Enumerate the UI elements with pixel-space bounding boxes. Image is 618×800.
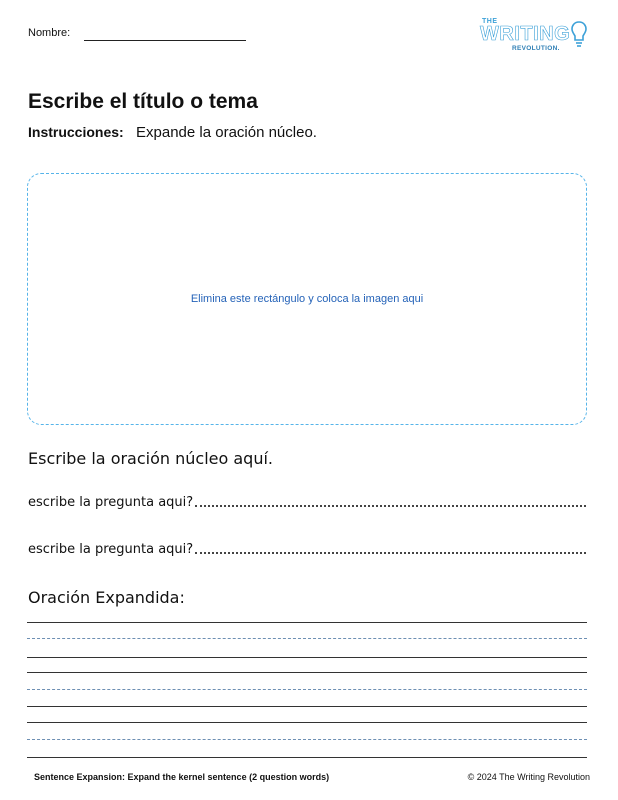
- logo-the: THE: [482, 18, 498, 25]
- question-row[interactable]: [28, 535, 586, 557]
- name-line[interactable]: [84, 40, 246, 41]
- image-placeholder-box[interactable]: [27, 173, 587, 425]
- logo-writing: WRITING: [480, 23, 571, 45]
- answer-line[interactable]: [195, 552, 586, 554]
- lightbulb-icon: [570, 20, 588, 50]
- writing-line[interactable]: [27, 657, 587, 658]
- writing-guide-line: [27, 739, 587, 740]
- writing-guide-line: [27, 689, 587, 690]
- instructions-text: Expande la oración núcleo.: [136, 124, 317, 141]
- instructions-label: Instrucciones:: [28, 124, 124, 140]
- footer-copyright: © 2024 The Writing Revolution: [467, 772, 590, 782]
- image-placeholder-text: Elimina este rectángulo y coloca la imagen aqui: [190, 293, 424, 305]
- writing-line[interactable]: [27, 722, 587, 723]
- kernel-sentence-prompt: Escribe la oración núcleo aquí.: [28, 449, 273, 468]
- writing-line[interactable]: [27, 622, 587, 623]
- question-row[interactable]: [28, 488, 586, 510]
- logo-revolution: REVOLUTION.: [512, 45, 560, 52]
- writing-guide-line: [27, 638, 587, 639]
- writing-line[interactable]: [27, 757, 587, 758]
- question-prompt: escribe la pregunta aqui?: [28, 495, 194, 510]
- writing-revolution-logo: [478, 18, 590, 56]
- name-label: Nombre:: [28, 27, 71, 39]
- page-title: Escribe el título o tema: [28, 90, 258, 113]
- answer-line[interactable]: [195, 505, 586, 507]
- footer-description: Sentence Expansion: Expand the kernel sentence (2 question words): [34, 772, 330, 782]
- expanded-sentence-label: Oración Expandida:: [28, 588, 185, 607]
- question-prompt: escribe la pregunta aqui?: [28, 542, 194, 557]
- writing-line[interactable]: [27, 706, 587, 707]
- writing-line[interactable]: [27, 672, 587, 673]
